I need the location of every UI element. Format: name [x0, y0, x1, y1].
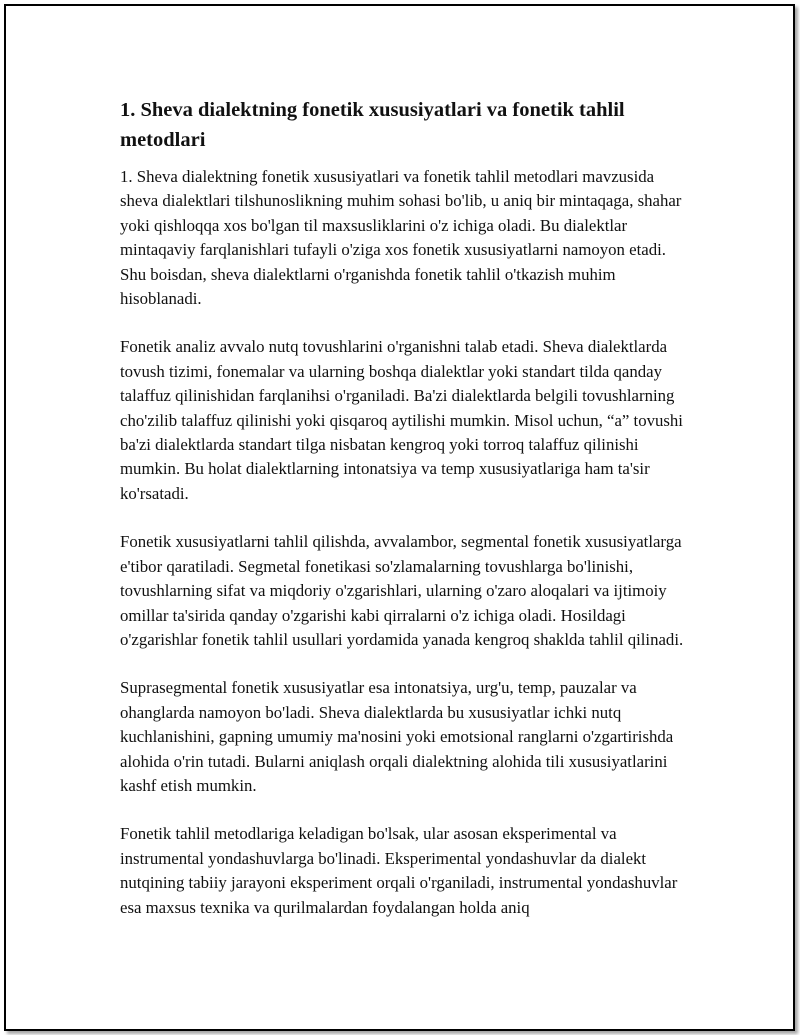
document-page — [4, 4, 795, 1031]
paragraph: Fonetik tahlil metodlariga keladigan bo'lsak, ular asosan eksperimental va instrumental yondashuvlarga bo'linadi. Eksperimental yondashuvlar da dialekt nutqining tabiiy jarayoni eksperiment orqali o'rganiladi, instrumental yondashuvlar esa maxsus texnika va qurilmalardan foydalangan holda aniq — [120, 824, 678, 917]
paragraph: Suprasegmental fonetik xususiyatlar esa intonatsiya, urg'u, temp, pauzalar va ohanglarda namoyon bo'ladi. Sheva dialektlarda bu xususiyatlar ichki nutq kuchlanishini, gapning umumiy ma'nosini yoki emotsional ranglarni o'zgartirishda alohida o'rin tutadi. Bularni aniqlash orqali dialektning alohida tili xususiyatlarini kashf etish mumkin. — [120, 678, 674, 795]
paragraph: 1. Sheva dialektning fonetik xususiyatlari va fonetik tahlil metodlari mavzusida sheva dialektlari tilshunoslikning muhim sohasi bo'lib, u aniq bir mintaqaga, shahar yoki qishloqqa xos bo'lgan til maxsusliklarini o'z ichiga oladi. Bu dialektlar mintaqaviy farqlanishlari tufayli o'ziga xos fonetik xususiyatlarni namoyon etadi. Shu boisdan, sheva dialektlarni o'rganishda fonetik tahlil o'tkazish muhim hisoblanadi. — [120, 167, 682, 309]
document-heading: 1. Sheva dialektning fonetik xususiyatlari va fonetik tahlil metodlari — [120, 99, 625, 151]
document-body — [120, 95, 695, 944]
paragraph: Fonetik xususiyatlarni tahlil qilishda, avvalambor, segmental fonetik xususiyatlarga e'tibor qaratiladi. Segmetal fonetikasi so'zlamalarning tovushlarga bo'linishi, tovushlarning sifat va miqdoriy o'zgarishlari, ularning o'zaro aloqalari va ijtimoiy omillar ta'sirida qanday o'zgarishi kabi qirralarni o'z ichiga oladi. Hosildagi o'zgarishlar fonetik tahlil usullari yordamida yanada kengroq shaklda tahlil qilinadi. — [120, 532, 684, 649]
paragraph: Fonetik analiz avvalo nutq tovushlarini o'rganishni talab etadi. Sheva dialektlarda tovush tizimi, fonemalar va ularning boshqa dialektlar yoki standart tilda qanday talaffuz qilinishidan farqlanihsi o'rganiladi. Ba'zi dialektlarda belgili tovushlarning cho'zilib talaffuz qilinishi yoki qisqaroq aytilishi mumkin. Misol uchun, “a” tovushi ba'zi dialektlarda standart tilga nisbatan kengroq yoki torroq talaffuz qilinishi mumkin. Bu holat dialektlarning intonatsiya va temp xususiyatlariga ham ta'sir ko'rsatadi. — [120, 337, 683, 503]
